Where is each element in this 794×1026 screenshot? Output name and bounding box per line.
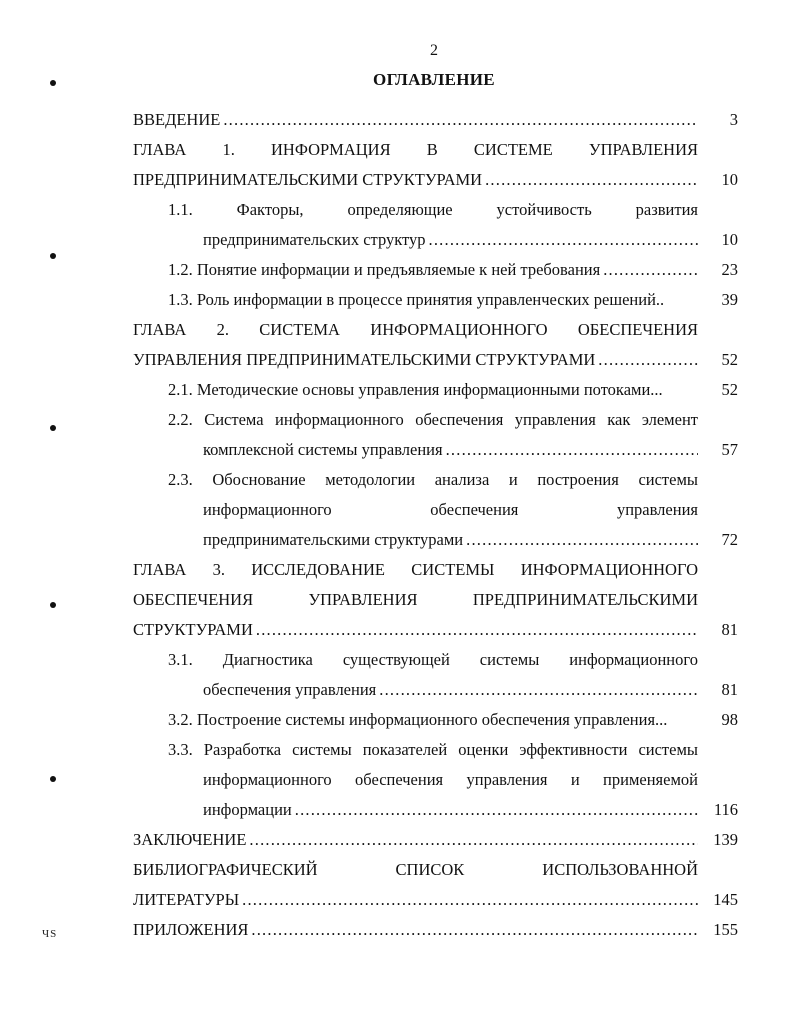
toc-entry-chapter-1-cont[interactable] xyxy=(133,165,698,195)
toc-entry-section-3-3[interactable] xyxy=(168,735,698,765)
toc-entry-label: СТРУКТУРАМИ xyxy=(133,620,253,639)
toc-page-number: 52 xyxy=(721,380,738,399)
toc-entry-label: БИБЛИОГРАФИЧЕСКИЙ СПИСОК ИСПОЛЬЗОВАННОЙ xyxy=(133,860,698,879)
toc-entry-chapter-2[interactable] xyxy=(133,315,698,345)
toc-entry-label: 3.1. Диагностика существующей системы информационного xyxy=(168,650,698,669)
toc-entry-label: комплексной системы управления xyxy=(203,440,443,459)
leader-dots xyxy=(482,165,698,195)
toc-entry-bibliography[interactable] xyxy=(133,855,698,885)
toc-entry-label: ЗАКЛЮЧЕНИЕ xyxy=(133,830,247,849)
toc-entry-label: УПРАВЛЕНИЯ ПРЕДПРИНИМАТЕЛЬСКИМИ СТРУКТУРАМИ xyxy=(133,350,596,369)
toc-entry-section-3-2[interactable] xyxy=(168,705,698,735)
leader-dots xyxy=(239,885,698,915)
toc-page-number: 10 xyxy=(721,170,738,189)
toc-entry-label: 3.2. Построение системы информационного обеспечения управления... xyxy=(168,710,668,729)
toc-entry-section-1-1[interactable] xyxy=(168,195,698,225)
toc-entry-chapter-3[interactable] xyxy=(133,555,698,585)
toc-entry-chapter-1[interactable] xyxy=(133,135,698,165)
toc-entry-label: 2.3. Обоснование методологии анализа и построения системы xyxy=(168,470,698,489)
leader-dots xyxy=(600,255,698,285)
leader-dots xyxy=(248,915,698,945)
toc-page-number: 57 xyxy=(721,440,738,459)
toc-page-number: 145 xyxy=(713,890,738,909)
toc-entry-section-1-3[interactable] xyxy=(168,285,698,315)
toc-entry-label: информационного обеспечения управления и применяемой xyxy=(203,770,698,789)
toc-entry-label: 2.2. Система информационного обеспечения управления как элемент xyxy=(168,410,698,429)
leader-dots xyxy=(426,225,698,255)
toc-page-number: 116 xyxy=(713,800,738,819)
toc-entry-label: 2.1. Методические основы управления информационными потоками... xyxy=(168,380,663,399)
toc-entry-label: информационного обеспечения управления xyxy=(203,500,698,519)
leader-dots xyxy=(292,795,698,825)
punch-hole-dot xyxy=(50,253,56,259)
toc-page-number: 155 xyxy=(713,920,738,939)
toc-entry-label: ГЛАВА 1. ИНФОРМАЦИЯ В СИСТЕМЕ УПРАВЛЕНИЯ xyxy=(133,140,698,159)
toc-entry-section-3-3-cont2[interactable] xyxy=(203,795,698,825)
toc-entry-label: предпринимательских структур xyxy=(203,230,426,249)
leader-dots xyxy=(595,345,698,375)
toc-page-number: 10 xyxy=(721,230,738,249)
toc-entry-label: информации xyxy=(203,800,292,819)
toc-page-number: 3 xyxy=(729,110,738,129)
toc-entry-label: ОБЕСПЕЧЕНИЯ УПРАВЛЕНИЯ ПРЕДПРИНИМАТЕЛЬСКИМИ xyxy=(133,590,698,609)
toc-page-number: 139 xyxy=(713,830,738,849)
leader-dots xyxy=(246,825,698,855)
toc-entry-section-2-2-cont[interactable] xyxy=(203,435,698,465)
toc-entry-label: ВВЕДЕНИЕ xyxy=(133,110,221,129)
punch-hole-dot xyxy=(50,80,56,86)
toc-entry-section-1-1-cont[interactable] xyxy=(203,225,698,255)
toc-page-number: 23 xyxy=(721,260,738,279)
toc-entry-label: ГЛАВА 2. СИСТЕМА ИНФОРМАЦИОННОГО ОБЕСПЕЧЕНИЯ xyxy=(133,320,698,339)
toc-entry-section-2-2[interactable] xyxy=(168,405,698,435)
page-number: 2 xyxy=(430,42,438,59)
punch-hole-dot xyxy=(50,776,56,782)
toc-entry-section-2-3-cont2[interactable] xyxy=(203,525,698,555)
toc-entry-section-3-1-cont[interactable] xyxy=(203,675,698,705)
toc-entry-chapter-3-cont2[interactable] xyxy=(133,615,698,645)
toc-entry-bibliography-cont[interactable] xyxy=(133,885,698,915)
toc-entry-label: 1.3. Роль информации в процессе принятия управленческих решений.. xyxy=(168,290,665,309)
toc-page-number: 39 xyxy=(721,290,738,309)
toc-entry-section-2-1[interactable] xyxy=(168,375,698,405)
toc-entry-label: предпринимательскими структурами xyxy=(203,530,464,549)
toc-entry-appendix[interactable] xyxy=(133,915,698,945)
toc-entry-label: 1.2. Понятие информации и предъявляемые к ней требования xyxy=(168,260,601,279)
toc-page-number: 81 xyxy=(721,620,738,639)
toc-entry-label: ПРЕДПРИНИМАТЕЛЬСКИМИ СТРУКТУРАМИ xyxy=(133,170,483,189)
toc-page-number: 52 xyxy=(721,350,738,369)
leader-dots xyxy=(443,435,698,465)
leader-dots xyxy=(253,615,698,645)
leader-dots xyxy=(220,105,698,135)
toc-page-number: 81 xyxy=(721,680,738,699)
toc-entry-chapter-3-cont[interactable] xyxy=(133,585,698,615)
toc-entry-section-2-3-cont[interactable] xyxy=(203,495,698,525)
toc-entry-conclusion[interactable] xyxy=(133,825,698,855)
toc-entry-section-2-3[interactable] xyxy=(168,465,698,495)
leader-dots xyxy=(376,675,698,705)
punch-hole-dot xyxy=(50,425,56,431)
leader-dots xyxy=(463,525,698,555)
toc-entry-label: 3.3. Разработка системы показателей оценки эффективности системы xyxy=(168,740,698,759)
toc-page-number: 72 xyxy=(721,530,738,549)
toc-entry-intro[interactable] xyxy=(133,105,698,135)
toc-entry-section-3-3-cont[interactable] xyxy=(203,765,698,795)
toc-entry-label: ПРИЛОЖЕНИЯ xyxy=(133,920,249,939)
toc-page-number: 98 xyxy=(721,710,738,729)
margin-stamp: ЧЅ xyxy=(42,928,58,940)
page-title: ОГЛАВЛЕНИЕ xyxy=(373,70,495,89)
toc-entry-label: обеспечения управления xyxy=(203,680,377,699)
toc-entry-chapter-2-cont[interactable] xyxy=(133,345,698,375)
punch-hole-dot xyxy=(50,602,56,608)
toc-entry-section-3-1[interactable] xyxy=(168,645,698,675)
toc-entry-label: ЛИТЕРАТУРЫ xyxy=(133,890,240,909)
toc-entry-label: 1.1. Факторы, определяющие устойчивость развития xyxy=(168,200,698,219)
toc-entry-section-1-2[interactable] xyxy=(168,255,698,285)
toc-entry-label: ГЛАВА 3. ИССЛЕДОВАНИЕ СИСТЕМЫ ИНФОРМАЦИОННОГО xyxy=(133,560,698,579)
